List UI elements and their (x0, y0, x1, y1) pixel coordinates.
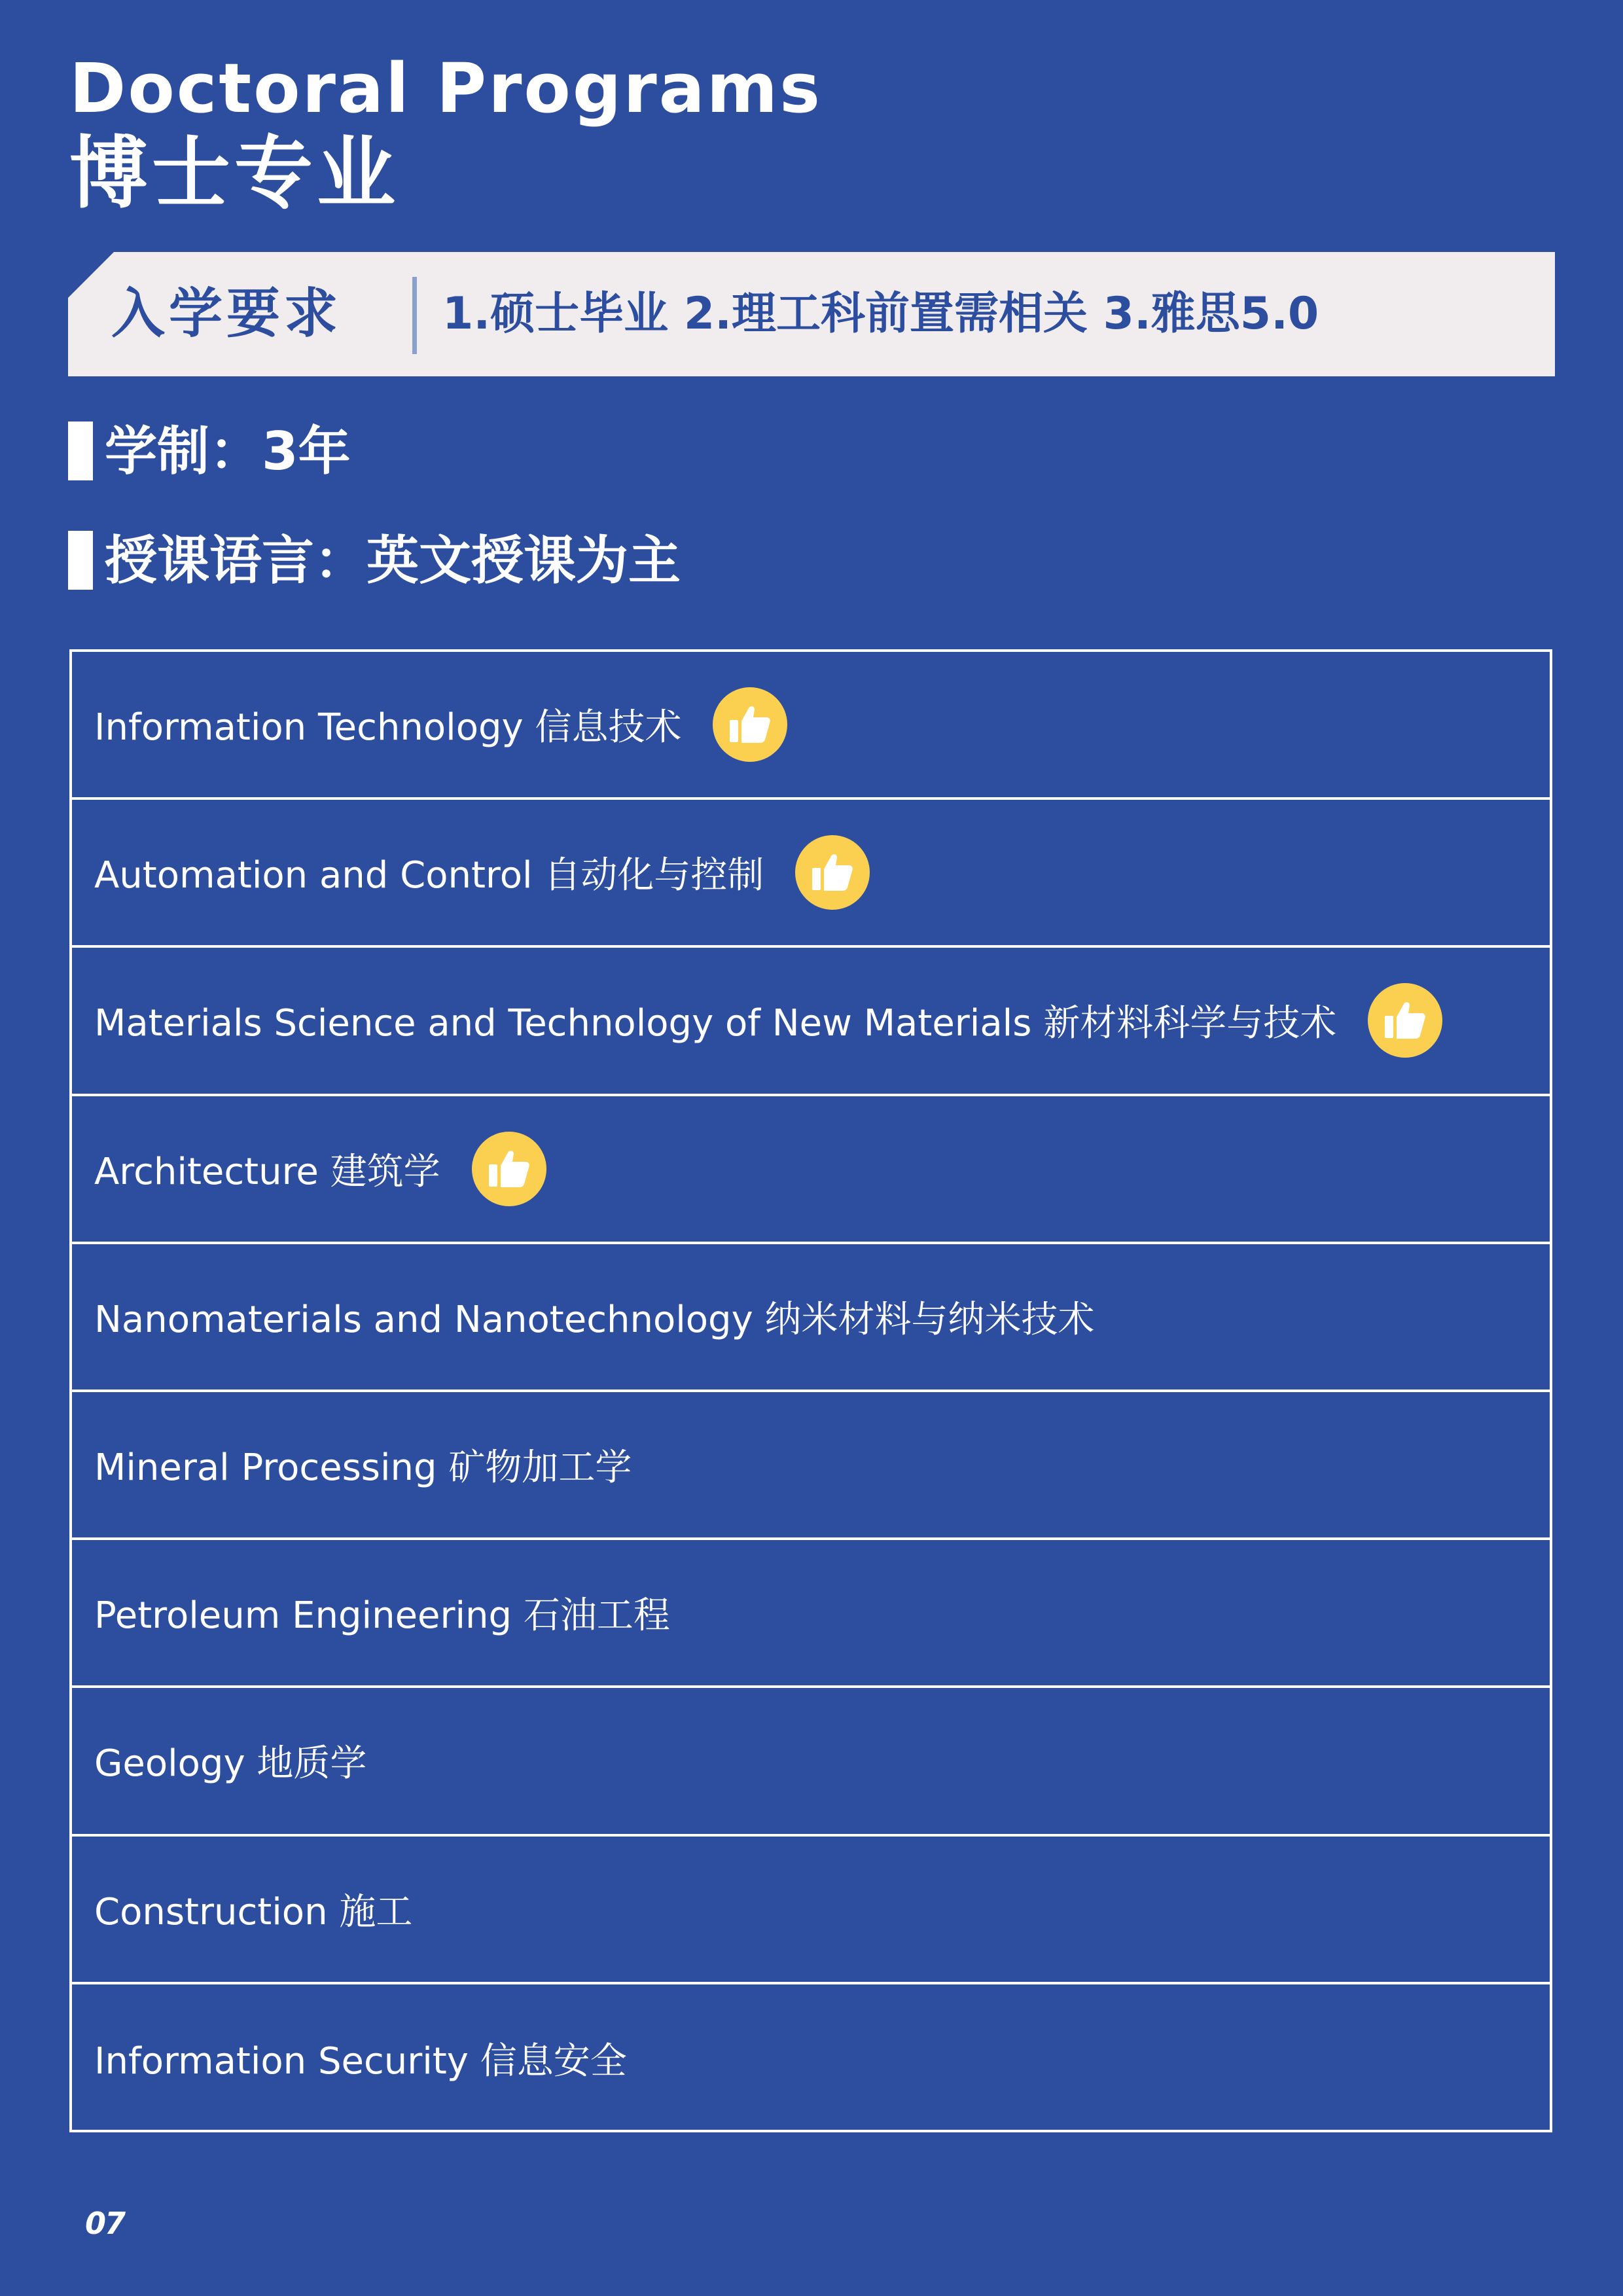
program-name: Mineral Processing 矿物加工学 (94, 1446, 632, 1490)
table-row (72, 1540, 1550, 1688)
program-name: Materials Science and Technology of New Materials 新材料科学与技术 (94, 1002, 1337, 1045)
program-name: Petroleum Engineering 石油工程 (94, 1594, 670, 1638)
language-line (68, 522, 681, 600)
table-row (72, 652, 1550, 800)
requirements-bar (68, 252, 1555, 376)
table-row (72, 1688, 1550, 1836)
thumbs-up-icon (472, 1132, 546, 1206)
page-number: 07 (85, 2206, 125, 2241)
thumbs-up-icon (795, 835, 870, 910)
thumbs-up-icon (1368, 983, 1442, 1058)
requirements-divider (412, 277, 417, 354)
program-name: Geology 地质学 (94, 1742, 367, 1785)
page-title-cn: 博士专业 (69, 128, 399, 219)
duration-line (68, 412, 351, 491)
program-table (69, 649, 1552, 2132)
table-row (72, 800, 1550, 948)
program-name: Architecture 建筑学 (94, 1150, 440, 1193)
table-row (72, 1096, 1550, 1244)
table-row (72, 1392, 1550, 1540)
program-name: Information Technology 信息技术 (94, 706, 682, 749)
requirements-label: 入学要求 (111, 283, 342, 345)
requirements-text: 1.硕士毕业 2.理工科前置需相关 3.雅思5.0 (442, 288, 1319, 340)
table-row (72, 1244, 1550, 1392)
page-title-en: Doctoral Programs (69, 48, 823, 128)
language-text: 授课语言：英文授课为主 (105, 530, 681, 591)
bullet-marker (68, 531, 93, 590)
program-name: Construction 施工 (94, 1890, 413, 1933)
program-name: Information Security 信息安全 (94, 2039, 627, 2083)
bullet-marker (68, 422, 93, 480)
table-row (72, 948, 1550, 1096)
program-name: Automation and Control 自动化与控制 (94, 854, 764, 897)
program-name: Nanomaterials and Nanotechnology 纳米材料与纳米技术 (94, 1298, 1095, 1341)
table-row (72, 1984, 1550, 2132)
thumbs-up-icon (713, 687, 787, 762)
corner-notch (68, 252, 114, 298)
duration-text: 学制：3年 (105, 421, 351, 482)
table-row (72, 1837, 1550, 1984)
